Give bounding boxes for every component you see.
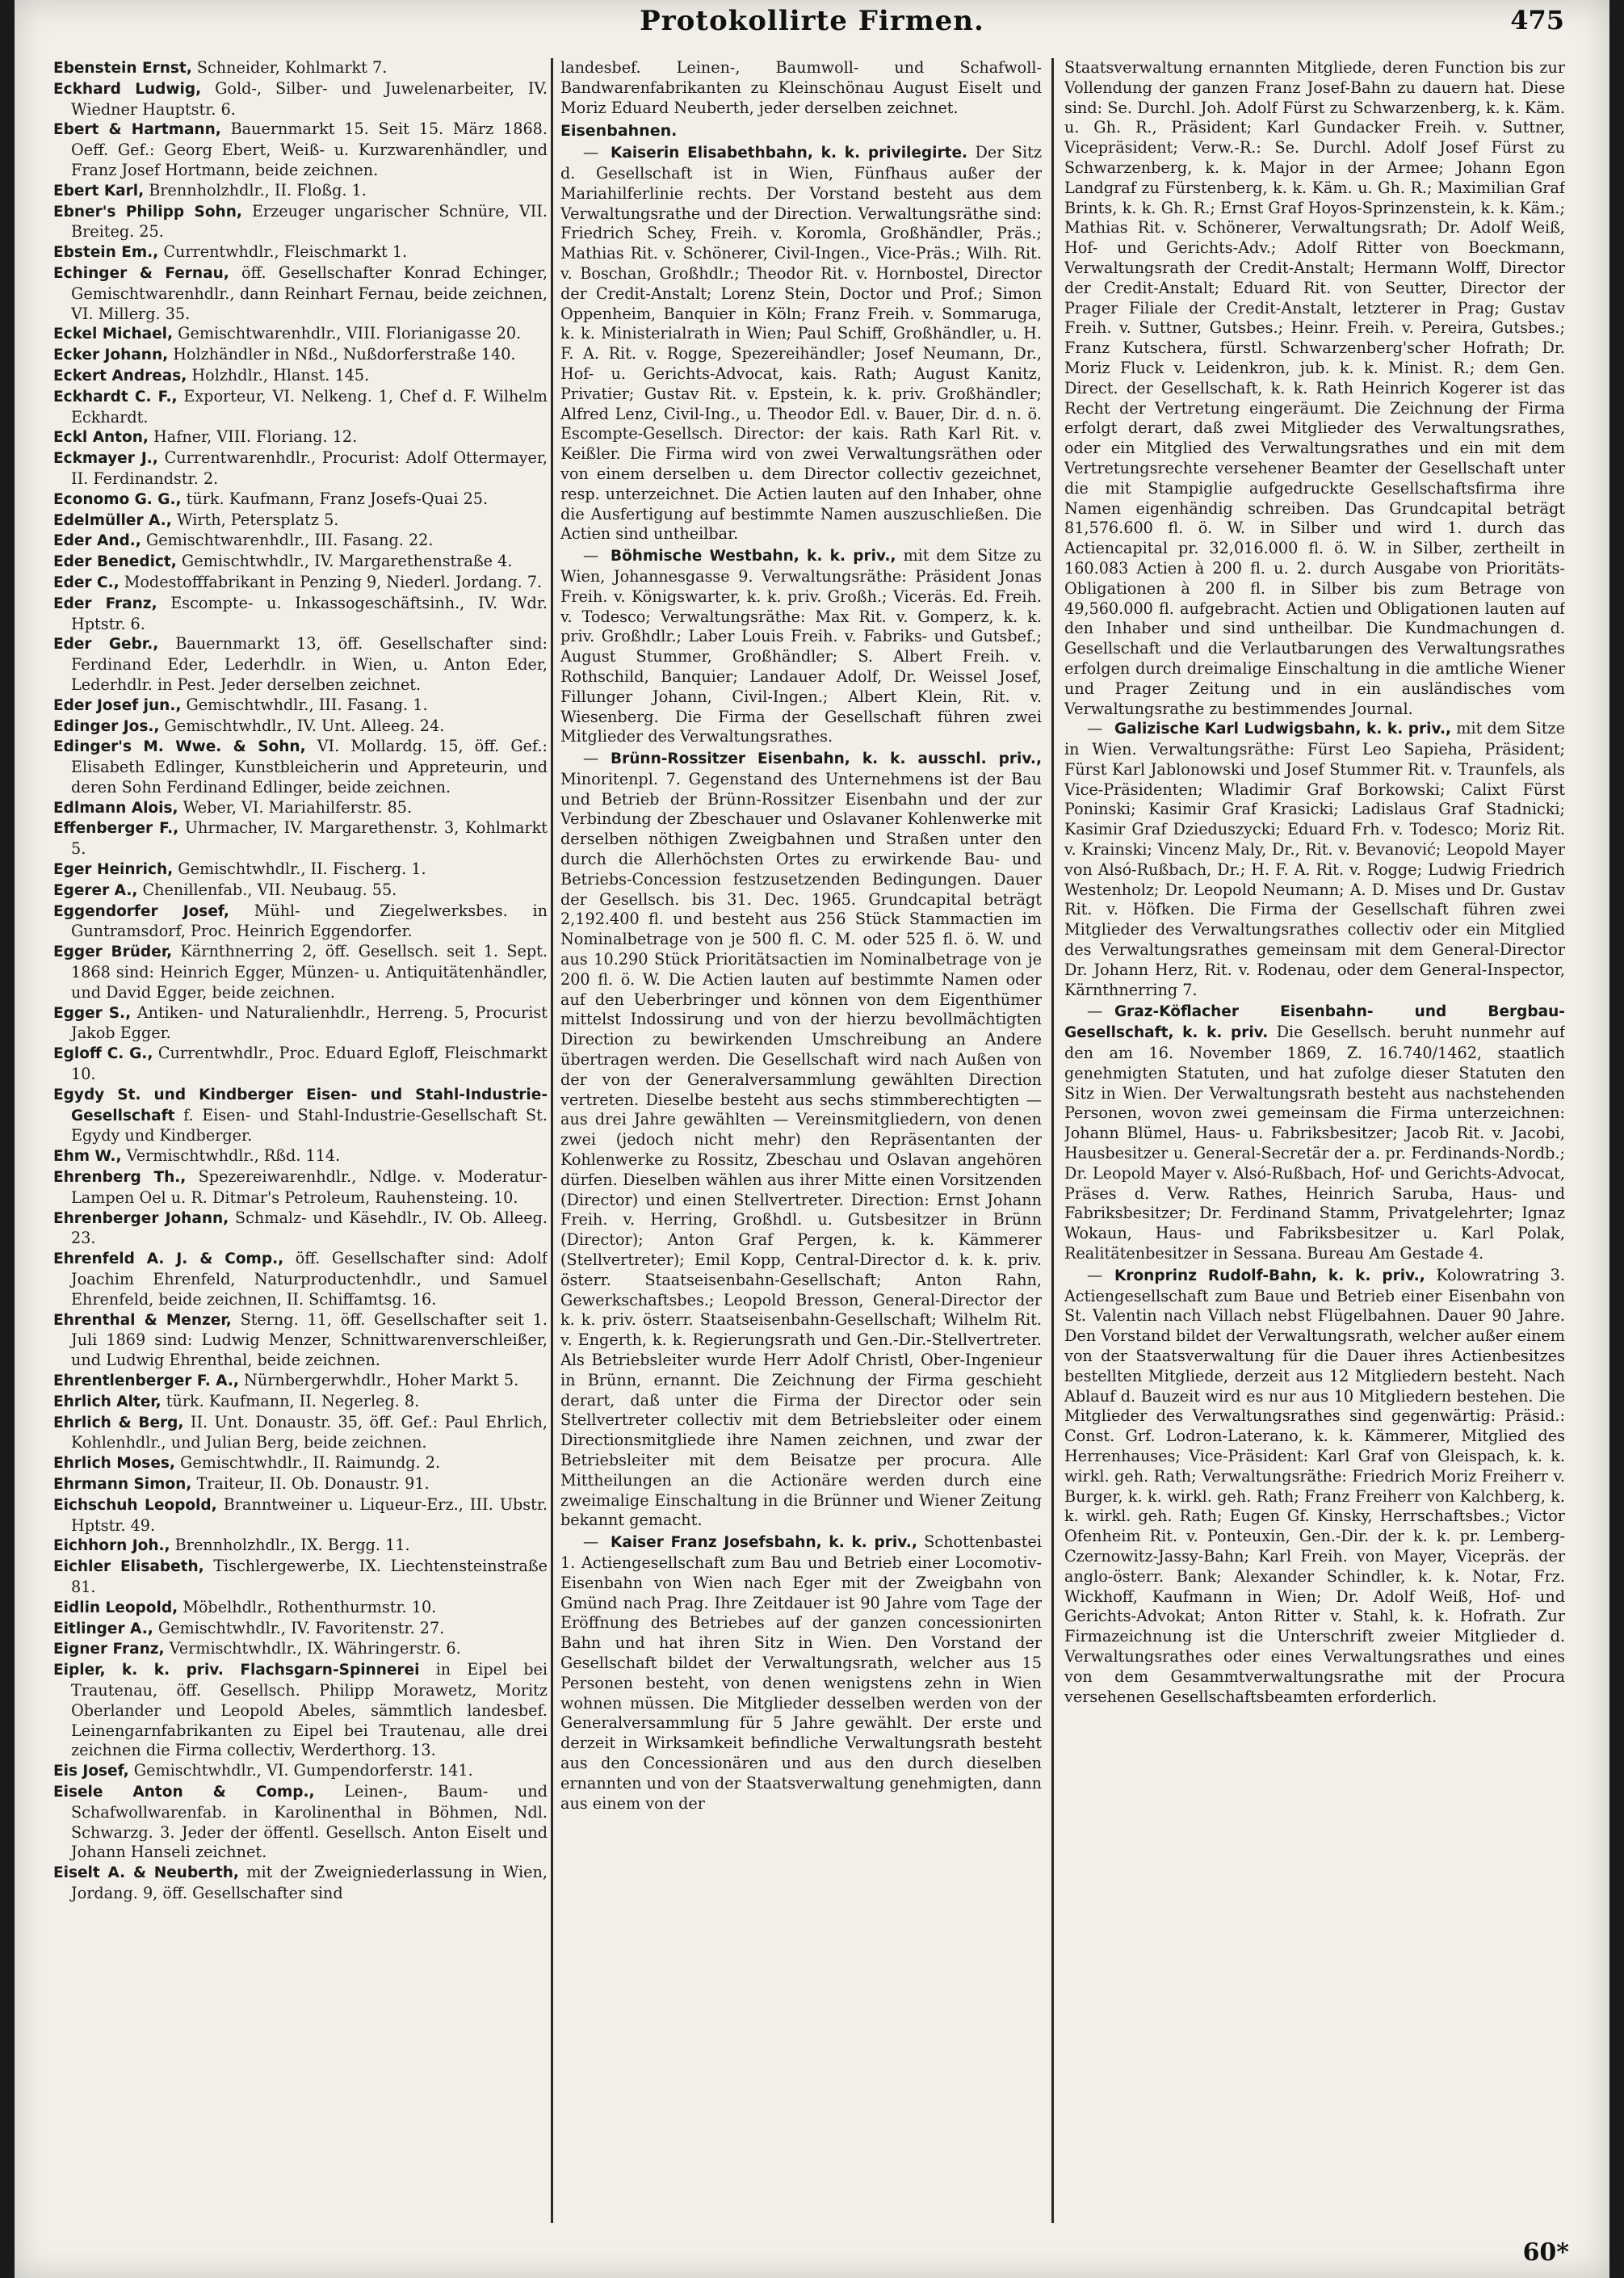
directory-entry [53, 345, 548, 366]
directory-entry [53, 1146, 548, 1167]
column-rule [551, 58, 553, 2223]
entry-name: Eichschuh Leopold, [53, 1496, 217, 1514]
directory-entry [53, 58, 548, 79]
entry-name: Kaiser Franz Josefsbahn, k. k. priv., [611, 1534, 917, 1552]
directory-entry [53, 1660, 548, 1761]
entry-name: Ehrlich Moses, [53, 1455, 175, 1473]
entry-text: Chenillenfab., VII. Neubaug. 55. [142, 880, 397, 899]
page-title: Protokollirte Firmen. [640, 5, 984, 37]
entry-name: Eger Heinrich, [53, 861, 174, 879]
entry-text: türk. Kaufmann, II. Negerleg. 8. [166, 1391, 420, 1410]
column-continuation: Staatsverwaltung ernannten Mitgliede, deren Function bis zur Vollendung der ganzen Franz Josef-Bahn zu dauern hat. Diese sind: Se. Durchl. Joh. Adolf Fürst zu Schwarzenberg, k. k. Käm. u. Gh. R., Präsident; Karl Gundacker Freih. v. Suttner, Vicepräsident; Verw.-R.: Se. Durchl. Adolf Josef Fürst zu Schwarzenberg, k. k. Major in der Armee; Johann Egon Landgraf zu Fürstenberg, k. k. Käm. u. Gh. R.; Maximilian Graf Brints, k. k. Gh. R.; Ernst Graf Hoyos-Sprinzenstein, k. k. Käm.; Mathias Rit. v. Schönerer, Verwaltungsrath; Dr. Adolf Weiß, Hof- und Gerichts-Adv.; Adolf Ritter von Boeckmann, Verwaltungsrath der Credit-Anstalt; Hermann Wolff, Director der Credit-Anstalt; Eduard Rit. von Seutter, Director der Prager Filiale der Credit-Anstalt, letzterer in Prag; Gustav Freih. v. Suttner, Gutsbes.; Heinr. Freih. v. Pereira, Gutsbes.; Franz Kutschera, fürstl. Schwarzenberg'scher Hofrath; Dr. Moriz Fluck v. Leidenkron, jub. k. k. Minist. R.; dem Gen. Direct. der Gesellschaft, k. k. Rath Heinrich Kogerer ist das Recht der Vertretung eingeräumt. Die Zeichnung der Firma erfolgt derart, daß zwei Mitglieder des Verwaltungsrathes, oder ein Mitglied des Verwaltungsrathes und ein mit dem Vertretungsrechte versehener Beamter der Gesellschaft unter die mit Stampiglie aufgedruckte Gesellschaftsfirma ihre Namen eigenhändig schreiben. Das Grundcapital beträgt 81,576.600 fl. ö. W. in Silber und wird 1. durch das Actiencapital pr. 32,016.000 fl. ö. W. in Silber, zertheilt in 160.083 Actien à 200 fl. u. 2. durch Ausgabe von Prioritäts-Obligationen à 200 fl. in Silber bis zum Betrage von 49,560.000 fl. aufgebracht. Actien und Obligationen lauten auf den Inhaber und sind untheilbar. Die Kundmachungen d. Gesellschaft und die Verlautbarungen des Verwaltungsrathes erfolgen durch dreimalige Einschaltung in die amtliche Wiener und Prager Zeitung und in ein ausländisches vom Verwaltungsrathe zu bestimmendes Journal. [1064, 58, 1565, 718]
directory-entry [53, 263, 548, 324]
entry-name: Ebner's Philipp Sohn, [53, 203, 242, 221]
entry-text: f. Eisen- und Stahl-Industrie-Gesellschaft St. Egydy und Kindberger. [71, 1105, 548, 1145]
company-entry [560, 546, 1042, 747]
company-list [560, 143, 1042, 1814]
entry-name: Edelmüller A., [53, 511, 172, 529]
entry-name: Eder Gebr., [53, 636, 159, 654]
directory-entry [53, 1639, 548, 1660]
section-heading: Eisenbahnen. [560, 122, 678, 141]
entry-text: Kolowratring 3. Actiengesellschaft zum Baue und Betrieb einer Eisenbahn von St. Valentin nach Villach nebst Flügelbahnen. Dauer 90 Jahre. Den Vorstand bildet der Verwaltungsrath, welcher außer einem von der Staatsverwaltung für die Dauer ihres Actienbesitzes bestellten Mitgliede, derzeit aus 12 Mitgliedern besteht. Nach Ablauf d. Bauzeit wird es nur aus 10 Mitgliedern bestehen. Die Mitglieder des Verwaltungsrathes sind gegenwärtig: Präsid.: Const. Grf. Lodron-Laterano, k. k. Kämmerer, Mitglied des Herrenhauses; Vice-Präsident: Karl Graf von Gleispach, k. k. wirkl. geh. Rath; Verwaltungsräthe: Friedrich Moriz Freiherr v. Burger, k. k. wirkl. geh. Rath; Franz Freiherr von Kalchberg, k. k. wirkl. geh. Rath; Eugen Gf. Kinsky, Herrschaftsbes.; Victor Ofenheim Rit. v. Ponteuxin, Gen.-Dir. der k. k. pr. Lemberg-Czernowitz-Jassy-Bahn; Karl Freih. von Mayer, Vicepräs. der anglo-österr. Bank; Alexander Schindler, k. k. Notar, Frz. Wickhoff, Kaufmann in Wien; Dr. Adolf Weiß, Hof- und Gerichts-Advokat; Anton Ritter v. Stahl, k. k. Hofrath. Zur Firmazeichnung ist die Unterschrift zweier Mitglieder d. Verwaltungsrathes oder eines Verwaltungsrathes und eines von dem Gesammtverwaltungsrathe mit der Procura versehenen Gesellschaftsbeamten erforderlich. [1064, 1265, 1565, 1706]
entry-text: Modestofffabrikant in Penzing 9, Niederl. Jordang. 7. [124, 572, 543, 591]
directory-entry [53, 1392, 548, 1413]
entry-name: Ehrenberg Th., [53, 1169, 187, 1187]
directory-entry [53, 1310, 548, 1371]
entry-dash: — [583, 1532, 599, 1552]
entry-text: Wirth, Petersplatz 5. [176, 510, 339, 529]
directory-entry [53, 634, 548, 695]
directory-entry [53, 427, 548, 448]
column-rule [1051, 58, 1054, 2223]
directory-entry [53, 242, 548, 263]
entry-name: Ecker Johann, [53, 347, 169, 364]
entry-text: Exporteur, VI. Nelkeng. 1, Chef d. F. Wilhelm Eckhardt. [71, 386, 548, 427]
entry-name: Ehm W., [53, 1148, 122, 1166]
directory-entry [53, 1863, 548, 1904]
entry-name: Edlmann Alois, [53, 799, 178, 817]
entry-name: Edinger Jos., [53, 717, 160, 735]
entry-name: Eidlin Leopold, [53, 1599, 178, 1616]
entry-text: Der Sitz d. Gesellschaft ist in Wien, Fünfhaus außer der Mariahilferlinie rechts. Der Vorstand besteht aus dem Verwaltungsrathe und der Direction. Verwaltungsräthe sind: Friedrich Schey, Freih. v. Koromla, Großhändler, Präs.; Mathias Rit. v. Schönerer, Civil-Ingen., Vice-Präs.; Wilh. Rit. v. Boschan, Großhdlr.; Theodor Rit. v. Hornbostel, Director der Credit-Anstalt; Lorenz Stein, Doctor und Prof.; Simon Oppenheim, Banquier in Köln; Franz Freih. v. Sommaruga, k. k. Ministerialrath in Wien; Paul Schiff, Großhändler, u. H. F. A. Rit. v. Rogge, Spezereihändler; Josef Neumann, Dr., Hof- u. Gerichts-Advocat, kais. Rath; August Kanitz, Privatier; Gustav Rit. v. Epstein, k. k. priv. Großhändler; Alfred Lenz, Civil-Ing., u. Theodor Edl. v. Bauer, Dir. d. n. ö. Escompte-Gesellsch. Director: der kais. Rath Karl Rit. v. Keißler. Die Firma wird von zwei Verwaltungsräthen oder von einem derselben u. dem Director collectiv gezeichnet, resp. unterzeichnet. Die Actien lauten auf den Inhaber, ohne die Ausfertigung auf bestimmte Namen auszuschließen. Die Actien sind untheilbar. [560, 143, 1042, 544]
entry-name: Eigner Franz, [53, 1641, 165, 1658]
entry-text: Bauernmarkt 15. Seit 15. März 1868. Oeff. Gef.: Georg Ebert, Weiß- u. Kurzwarenhändler, und Franz Josef Hortmann, beide zeichnen. [71, 120, 548, 179]
entry-name: Effenberger F., [53, 820, 179, 838]
directory-entry [53, 181, 548, 202]
entry-text: mit dem Sitze in Wien. Verwaltungsräthe: Fürst Leo Sapieha, Präsident; Fürst Karl Jablonowski und Josef Stummer Rit. v. Traunfels, als Vice-Präsidenten; Wladimir Graf Borkowski; Calixt Fürst Poninski; Kasimir Graf Krasicki; Ladislaus Graf Stadnicki; Kasimir Graf Dzieduszycki; Eduard Frh. v. Todesco; Moriz Rit. v. Krainski; Vincenz Maly, Dr., Rit. v. Bevanović; Leopold Mayer von Alsó-Rußbach, Dr.; H. F. A. Rit. v. Rogge; Ludwig Friedrich Westenholz; Dr. Leopold Neumann; A. D. Mises und Dr. Gustav Rit. v. Höfken. Die Firma der Gesellschaft führen zwei Mitglieder des Verwaltungsrathes collectiv oder ein Mitglied des Verwaltungsrathes gemeinsam mit dem General-Director Dr. Johann Herz, Rit. v. Rodenau, oder dem General-Inspector, Kärnthnerring 7. [1064, 719, 1565, 999]
entry-name: Kronprinz Rudolf-Bahn, k. k. priv., [1114, 1267, 1425, 1284]
entry-text: Schottenbastei 1. Actiengesellschaft zum Bau und Betrieb einer Locomotiv-Eisenbahn von Wien nach Eger mit der Zweigbahn von Gmünd nach Prag. Ihre Zeitdauer ist 90 Jahre vom Tage der Eröffnung des Betriebes auf der ganzen concessionirten Bahn und hat ihren Sitz in Wien. Den Vorstand der Gesellschaft bildet der Verwaltungsrath, welcher aus 15 Personen besteht, von denen wenigstens zehn in Wien wohnen müssen. Die Mitglieder desselben werden von der Generalversammlung für 5 Jahre gewählt. Der erste und derzeit in Wirksamkeit befindliche Verwaltungsrath besteht aus den Concessionären und aus den durch dieselben ernannten und von der Staatsverwaltung genehmigten, dann aus einem von der [560, 1532, 1042, 1813]
entry-dash: — [1087, 1265, 1103, 1284]
entry-name: Eitlinger A., [53, 1620, 153, 1637]
entry-dash: — [583, 749, 599, 768]
directory-entry [53, 120, 548, 180]
entry-name: Ehrentlenberger F. A., [53, 1372, 239, 1389]
company-entry [560, 1532, 1042, 1814]
entry-text: mit der Zweigniederlassung in Wien, Jordang. 9, öff. Gesellschafter sind [71, 1863, 548, 1902]
entry-name: Edinger's M. Wwe. & Sohn, [53, 738, 306, 756]
entry-name: Eckmayer J., [53, 450, 158, 468]
directory-entry [53, 531, 548, 552]
directory-entry [53, 1003, 548, 1044]
directory-entry [53, 490, 548, 511]
entry-text: Weber, VI. Mariahilferstr. 85. [183, 797, 413, 817]
entry-name: Ehrenberger Johann, [53, 1209, 229, 1227]
entry-text: Brennholzhdlr., II. Floßg. 1. [149, 180, 367, 200]
entry-text: Mühl- und Ziegelwerksbes. in Guntramsdorf, Proc. Heinrich Eggendorfer. [71, 901, 548, 941]
directory-entry [53, 1085, 548, 1146]
entry-text: mit dem Sitze zu Wien, Johannesgasse 9. Verwaltungsräthe: Präsident Jonas Freih. v. Königswarter, k. k. priv. Großh.; Viceräs. Ed. Freih. v. Todesco; Verwaltungsräthe: Max Rit. v. Gomperz, k. k. priv. Großhdlr.; Laber Louis Freih. v. Fabriks- und Gutsbef.; August Stummer, Großhändler; S. Albert Freih. v. Rothschild, Banquier; Landauer Adolf, Dr. Weissel Josef, Fillunger Johann, Civil-Ingen.; Albert Klein, Rit. v. Wiesenberg. Die Firma der Gesellschaft führen zwei Mitglieder des Verwaltungsrathes. [560, 546, 1042, 746]
sheet-signature: 60* [1522, 2238, 1569, 2267]
entry-dash: — [1087, 1002, 1103, 1021]
entry-text: Tischlergewerbe, IX. Liechtensteinstraße 81. [71, 1557, 548, 1596]
entry-name: Egloff C. G., [53, 1045, 153, 1063]
company-entry [560, 749, 1042, 1531]
entry-text: Gemischtwhdlr., II. Raimundg. 2. [180, 1453, 441, 1473]
entry-name: Ehrenfeld A. J. & Comp., [53, 1250, 284, 1268]
directory-entry [53, 1249, 548, 1309]
entry-text: Spezereiwarenhdlr., Ndlge. v. Moderatur-Lampen Oel u. R. Ditmar's Petroleum, Rauhensteing. 10. [71, 1167, 548, 1207]
entry-text: öff. Gesellschafter Konrad Echinger, Gemischtwarenhdlr., dann Reinhart Fernau, beide zeichnen, VI. Millerg. 35. [71, 263, 548, 323]
entry-text: Holzhändler in Nßd., Nußdorferstraße 140. [173, 345, 516, 364]
entry-text: Gold-, Silber- und Juwelenarbeiter, IV. Wiedner Hauptstr. 6. [71, 78, 548, 119]
entry-name: Eder C., [53, 574, 120, 591]
entry-text: Gemischtwhdlr., II. Fischerg. 1. [178, 860, 426, 879]
entry-name: Eckert Andreas, [53, 367, 187, 385]
column-middle [560, 58, 1042, 2231]
entry-text: Schneider, Kohlmarkt 7. [196, 58, 388, 77]
entry-name: Eisele Anton & Comp., [53, 1783, 315, 1801]
entry-name: Kaiserin Elisabethbahn, k. k. privilegirte. [611, 145, 968, 162]
entry-name: Brünn-Rossitzer Eisenbahn, k. k. ausschl. priv., [611, 750, 1042, 768]
entry-text: Branntweiner u. Liqueur-Erz., III. Ubstr. Hptstr. 49. [71, 1494, 548, 1535]
directory-entry [53, 1167, 548, 1208]
entry-text: öff. Gesellschafter sind: Adolf Joachim Ehrenfeld, Naturproductenhdlr., und Samuel Ehrenfeld, beide zeichnen, II. Schiffamtsg. 16. [71, 1249, 548, 1309]
entry-name: Eckl Anton, [53, 429, 149, 447]
entry-name: Eiselt A. & Neuberth, [53, 1864, 239, 1882]
document-page [15, 0, 1609, 2278]
entry-name: Egger Brüder, [53, 944, 173, 961]
entry-name: Egger S., [53, 1004, 132, 1022]
directory-entry [53, 1208, 548, 1250]
entry-text: Minoritenpl. 7. Gegenstand des Unternehmens ist der Bau und Betrieb der Brünn-Rossitzer Eisenbahn und der zur Verbindung der Zbeschauer und Oslavaner Kohlenwerke mit derselben nöthigen Zweigbahnen und Straßen unter den durch die Allerhöchsten Ortes zu erwirkende Bau- und Betriebs-Concession festzusetzenden Bedingungen. Dauer der Gesellsch. bis 31. Dec. 1965. Grundcapital beträgt 2,192.400 fl. und besteht aus 256 Stück Stammactien im Nominalbetrage von je 500 fl. C. M. oder 525 fl. ö. W. und aus 10.290 Stück Prioritätsactien im Nominalbetrage von je 200 fl. ö. W. Die Actien lauten auf bestimmte Namen oder auf den Ueberbringer und können von dem Eigenthümer mittelst Indossirung und von der hierzu bevollmächtigten Direction zu bewirkenden Umschreibung an Andere übertragen werden. Die Gesellschaft wird nach Außen von der von der Generalversammlung gewählten Direction vertreten. Dieselbe besteht aus sechs stimmberechtigten — aus drei Jahre gewählten — Vereinsmitgliedern, von denen zwei (jedoch nicht mehr) den Repräsentanten der Kohlenwerke zu Rossitz, Zbeschau und Oslavan angehören dürfen. Dieselben wählen aus ihrer Mitte einen Vorsitzenden (Director) und einen Stellvertreter. Direction: Ernst Johann Freih. v. Herring, Großhdl. u. Gutsbesitzer in Brünn (Director); Anton Graf Pergen, k. k. Kämmerer (Stellvertreter); Emil Kopp, Central-Director d. k. k. priv. österr. Staatseisenbahn-Gesellschaft; Anton Rahn, Gewerkschaftsbes.; Leopold Bresson, General-Director der k. k. priv. österr. Staatseisenbahn-Gesellschaft; Wilhelm Rit. v. Engerth, k. k. Regierungsrath und Gen.-Dir.-Stellvertreter. Als Betriebsleiter wurde Herr Adolf Christl, Ober-Ingenieur in Brünn, ernannt. Die Zeichnung der Firma geschieht derart, daß unter die Firma der Director oder sein Stellvertreter collectiv mit dem Betriebsleiter oder einem Directionsmitgliede ihre Namen zeichnen, und zwar der Betriebsleiter mit dem Beisatze per procura. Alle Mittheilungen an die Actionäre werden durch eine zweimalige Einschaltung in die Brünner und Wiener Zeitung bekannt gemacht. [560, 769, 1042, 1530]
directory-entry [53, 1782, 548, 1863]
entry-name: Ebert & Hartmann, [53, 121, 221, 139]
directory-entry [53, 942, 548, 1002]
entry-name: Eder Benedict, [53, 553, 177, 571]
directory-entry [53, 1536, 548, 1557]
entry-text: Erzeuger ungarischer Schnüre, VII. Breiteg. 25. [71, 201, 548, 242]
directory-entry [53, 881, 548, 902]
entry-text: Kärnthnerring 2, öff. Gesellsch. seit 1. Sept. 1868 sind: Heinrich Egger, Münzen- u. Antiquitätenhändler, und David Egger, beide zeichnen. [71, 942, 548, 1002]
entry-text: Vermischtwhdlr., IX. Währingerstr. 6. [169, 1639, 461, 1658]
directory-entry [53, 737, 548, 797]
directory-entry [53, 1761, 548, 1782]
entry-text: Nürnbergerwhdlr., Hoher Markt 5. [244, 1371, 519, 1389]
column-left [53, 58, 548, 2231]
entry-text: Die Gesellsch. beruht nunmehr auf den am 16. November 1869, Z. 16.740/1462, staatlich genehmigten Statuten, und hat zufolge dieser Statuten den Sitz in Wien. Der Verwaltungsrath besteht aus nachstehenden Personen, wovon zwei gemeinsam die Firma unterzeichnen: Johann Blümel, Haus- u. Fabriksbesitzer; Jacob Rit. v. Jacobi, Hausbesitzer u. General-Secretär der a. pr. Ferdinands-Nordb.; Dr. Leopold Mayer v. Alsó-Rußbach, Hof- und Gerichts-Advocat, Präses d. Verw. Rathes, Heinrich Saruba, Haus- und Fabriksbesitzer; Dr. Ferdinand Stamm, Privatgelehrter; Ignaz Wokaun, Haus- und Fabriksbesitzer u. Karl Polak, Realitätenbesitzer in Sessana. Bureau Am Gestade 4. [1064, 1023, 1565, 1263]
entry-name: Eichhorn Joh., [53, 1537, 170, 1555]
entry-name: Egydy St. und Kindberger Eisen- und Stahl-Industrie-Gesellschaft [53, 1086, 548, 1124]
entry-name: Eckel Michael, [53, 326, 174, 343]
entry-text: Brennholzhdlr., IX. Bergg. 11. [174, 1536, 410, 1555]
directory-entry [53, 1598, 548, 1619]
entry-name: Eichler Elisabeth, [53, 1558, 204, 1576]
entry-text: Currentwhdlr., Fleischmarkt 1. [163, 242, 408, 262]
directory-entry [53, 902, 548, 943]
entry-text: Vermischtwhdlr., Rßd. 114. [126, 1146, 341, 1166]
directory-entry [53, 324, 548, 345]
entry-name: Ehrlich & Berg, [53, 1414, 184, 1431]
entry-text: Holzhdlr., Hlanst. 145. [191, 365, 370, 385]
entry-text: Bauernmarkt 13, öff. Gesellschafter sind: Ferdinand Eder, Lederhdlr. in Wien, u. Anton Eder, Lederhdlr. in Pest. Jeder derselben zeichnet. [71, 634, 548, 694]
entry-text: Gemischtwhdlr., IV. Unt. Alleeg. 24. [164, 716, 445, 735]
entry-text: Currentwhdlr., Proc. Eduard Egloff, Fleischmarkt 10. [71, 1044, 548, 1084]
entry-name: Eder Franz, [53, 595, 157, 612]
entry-name: Egerer A., [53, 881, 138, 899]
entry-name: Eder And., [53, 532, 141, 550]
entry-text: Schmalz- und Käsehdlr., IV. Ob. Alleeg. 23. [71, 1208, 548, 1248]
entry-text: türk. Kaufmann, Franz Josefs-Quai 25. [186, 489, 489, 508]
entry-name: Ebstein Em., [53, 244, 159, 262]
column-right [1064, 58, 1565, 2231]
entry-name: Galizische Karl Ludwigsbahn, k. k. priv., [1114, 721, 1452, 738]
entry-dash: — [1087, 719, 1103, 738]
directory-entry [53, 1413, 548, 1454]
directory-entry [53, 511, 548, 532]
company-entry [1064, 1002, 1565, 1263]
entry-name: Echinger & Fernau, [53, 264, 229, 282]
entry-name: Ehrenthal & Menzer, [53, 1311, 232, 1329]
entry-text: Escompte- u. Inkassogeschäftsinh., IV. Wdr. Hptstr. 6. [71, 593, 548, 633]
entry-text: Gemischtwhdlr., VI. Gumpendorferstr. 141. [133, 1761, 473, 1780]
directory-entry [53, 594, 548, 635]
directory-entry [53, 366, 548, 387]
entry-name: Economo G. G., [53, 490, 182, 508]
directory-entry [53, 1044, 548, 1085]
entry-text: Gemischtwarenhdlr., III. Fasang. 22. [145, 531, 434, 550]
directory-entry [53, 1557, 548, 1598]
directory-entry [53, 860, 548, 881]
entry-text: Gemischtwhdlr., IV. Favoritenstr. 27. [157, 1618, 445, 1637]
entry-name: Böhmische Westbahn, k. k. priv., [611, 548, 896, 565]
entry-name: Eckhard Ludwig, [53, 80, 202, 98]
entry-name: Eder Josef jun., [53, 696, 182, 714]
directory-entry [53, 1619, 548, 1640]
directory-entry [53, 79, 548, 120]
directory-entry [53, 387, 548, 428]
entry-name: Ehrlich Alter, [53, 1393, 162, 1410]
entry-name: Eis Josef, [53, 1763, 129, 1780]
entry-text: Currentwarenhdlr., Procurist: Adolf Ottermayer, II. Ferdinandstr. 2. [71, 448, 548, 488]
directory-entry [53, 1453, 548, 1474]
directory-entry [53, 818, 548, 860]
entry-name: Ehrmann Simon, [53, 1475, 192, 1493]
entry-text: Gemischtwhdlr., IV. Margarethenstraße 4. [181, 552, 513, 571]
directory-entry [53, 448, 548, 490]
entry-text: Gemischtwarenhdlr., VIII. Florianigasse 20. [178, 324, 522, 343]
entry-text: in Eipel bei Trautenau, öff. Gesellsch. Philipp Morawetz, Moritz Oberlander und Leopold Abeles, sämmtlich landesbef. Leinengarnfabrikanten zu Eipel bei Trautenau, alle drei zeichnen die Firma collectiv, Werderthorg. 13. [71, 1660, 548, 1760]
entry-name: Eggendorfer Josef, [53, 902, 229, 920]
entry-text: Sterng. 11, öff. Gesellschafter seit 1. Juli 1869 sind: Ludwig Menzer, Schnittwarenverschleißer, und Ludwig Ehrenthal, beide zeichnen. [71, 1309, 548, 1370]
directory-entry [53, 1495, 548, 1536]
company-entry [560, 143, 1042, 544]
entry-text: Antiken- und Naturalienhdlr., Herreng. 5, Procurist Jakob Egger. [71, 1002, 548, 1043]
entry-text: VI. Mollardg. 15, öff. Gef.: Elisabeth Edlinger, Kunstbleicherin und Appreteurin, und deren Sohn Ferdinand Edlinger, beide zeichnen. [71, 737, 548, 796]
entry-dash: — [583, 546, 599, 565]
entry-name: Graz-Köflacher Eisenbahn- und Bergbau-Gesellschaft, k. k. priv. [1064, 1003, 1565, 1042]
directory-entry [53, 202, 548, 243]
entry-dash: — [583, 143, 599, 162]
entry-text: Gemischtwhdlr., III. Fasang. 1. [186, 695, 428, 714]
directory-entry [53, 552, 548, 573]
directory-entry [53, 798, 548, 819]
entry-text: Leinen-, Baum- und Schafwollwarenfab. in Karolinenthal in Böhmen, Ndl. Schwarzg. 3. Jeder der öffentl. Gesellsch. Anton Eiselt und Johann Hanseli zeichnet. [71, 1781, 548, 1862]
directory-entry [53, 1474, 548, 1495]
entry-name: Eipler, k. k. priv. Flachsgarn-Spinnerei [53, 1662, 420, 1679]
directory-entry [53, 717, 548, 738]
page-number: 475 [1510, 5, 1564, 36]
entry-name: Ebert Karl, [53, 182, 145, 200]
entry-name: Ebenstein Ernst, [53, 60, 192, 77]
directory-entry [53, 1371, 548, 1392]
entry-text: II. Unt. Donaustr. 35, öff. Gef.: Paul Ehrlich, Kohlenhdlr., und Julian Berg, beide zeichnen. [71, 1412, 548, 1452]
directory-entry [53, 696, 548, 717]
entry-text: Uhrmacher, IV. Margarethenstr. 3, Kohlmarkt 5. [71, 818, 548, 859]
company-list [1064, 719, 1565, 1707]
entry-text: Hafner, VIII. Floriang. 12. [153, 427, 358, 447]
directory-entry [53, 573, 548, 594]
entry-name: Eckhardt C. F., [53, 388, 178, 406]
company-entry [1064, 719, 1565, 1000]
entry-text: Traiteur, II. Ob. Donaustr. 91. [196, 1473, 430, 1493]
column-continuation: landesbef. Leinen-, Baumwoll- und Schafwoll-Bandwarenfabrikanten zu Kleinschönau August Eiselt und Moriz Eduard Neuberth, jeder derselben zeichnet. [560, 58, 1042, 117]
entry-text: Möbelhdlr., Rothenthurmstr. 10. [183, 1597, 437, 1616]
company-entry [1064, 1266, 1565, 1708]
